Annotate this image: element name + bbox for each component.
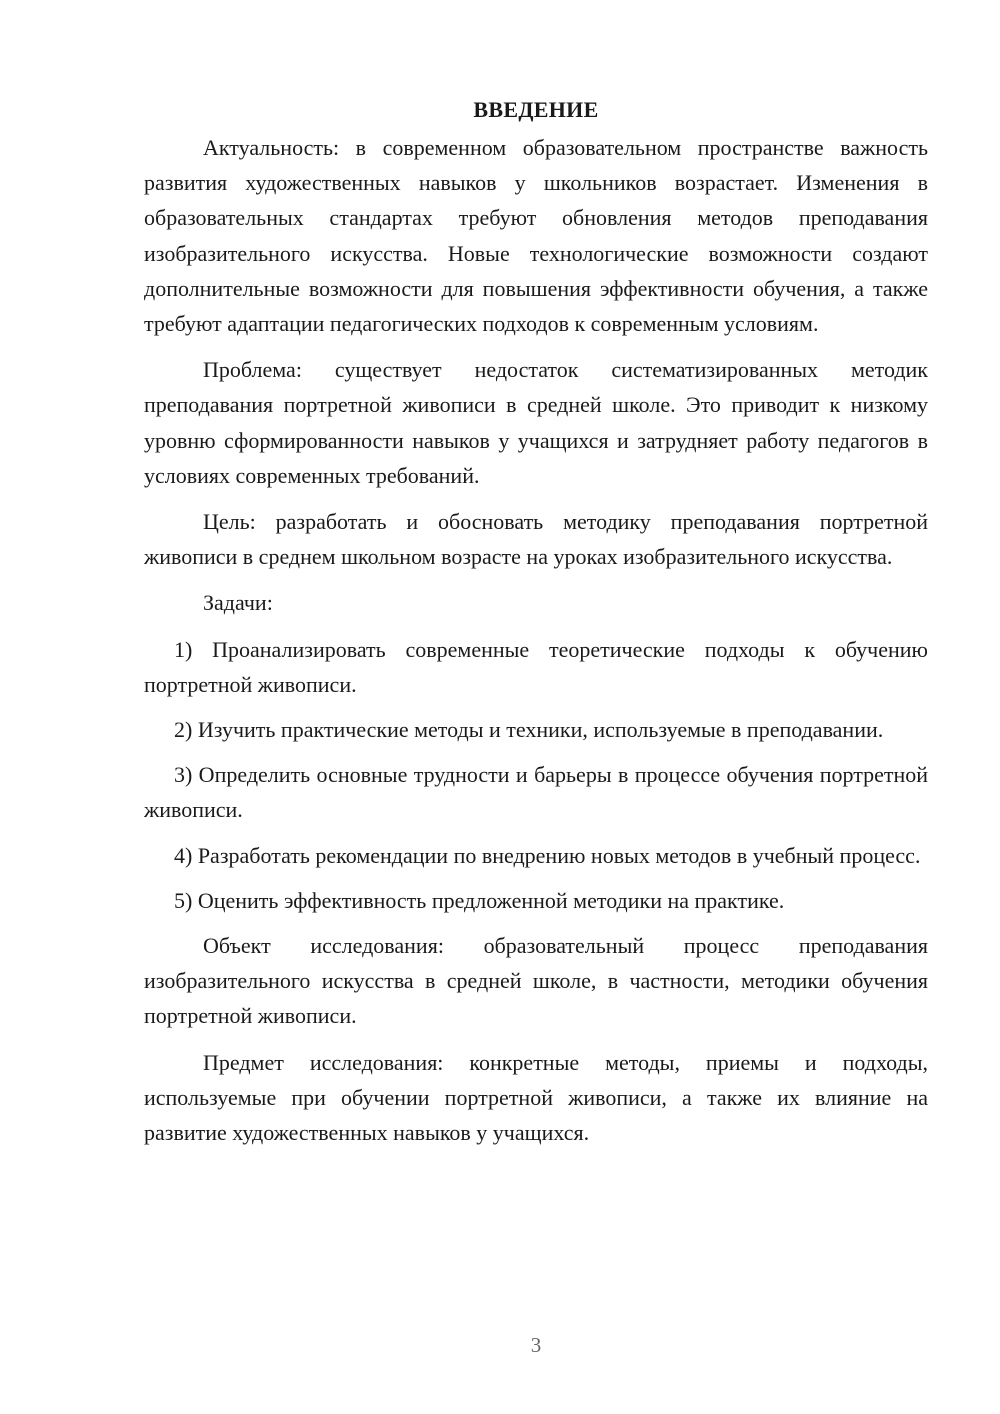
document-page [144,92,928,1161]
task-item-3: 3) Определить основные трудности и барьеры в процессе обучения портретной живописи. [144,762,928,823]
paragraph-relevance: Актуальность: в современном образовательном пространстве важность развития художественных навыков у школьников возрастает. Изменения в образовательных стандартах требуют обновления методов преподавания изобразительного искусства. Новые технологические возможности создают дополнительные возможности для повышения эффективности обучения, а также требуют адаптации педагогических подходов к современным условиям. [144,135,928,337]
task-item-2: 2) Изучить практические методы и техники, используемые в преподавании. [174,717,884,743]
task-item-1: 1) Проанализировать современные теоретические подходы к обучению портретной живописи. [144,636,928,697]
task-item-4: 4) Разработать рекомендации по внедрению новых методов в учебный процесс. [174,842,921,868]
task-item-5: 5) Оценить эффективность предложенной методики на практике. [174,887,785,913]
paragraph-goal: Цель: разработать и обосновать методику преподавания портретной живописи в среднем школьном возрасте на уроках изобразительного искусства. [144,509,928,570]
paragraph-object: Объект исследования: образовательный процесс преподавания изобразительного искусства в средней школе, в частности, методики обучения портретной живописи. [144,933,928,1029]
paragraph-tasks-label: Задачи: [203,590,273,616]
paragraph-subject: Предмет исследования: конкретные методы, приемы и подходы, используемые при обучении портретной живописи, а также их влияние на развитие художественных навыков у учащихся. [144,1049,928,1146]
page-number: 3 [530,1333,542,1357]
paragraph-problem: Проблема: существует недостаток систематизированных методик преподавания портретной живописи в средней школе. Это приводит к низкому уровню сформированности навыков у учащихся и затрудняет работу педагогов в условиях современных требований. [144,357,928,488]
section-heading: ВВЕДЕНИЕ [473,97,599,122]
